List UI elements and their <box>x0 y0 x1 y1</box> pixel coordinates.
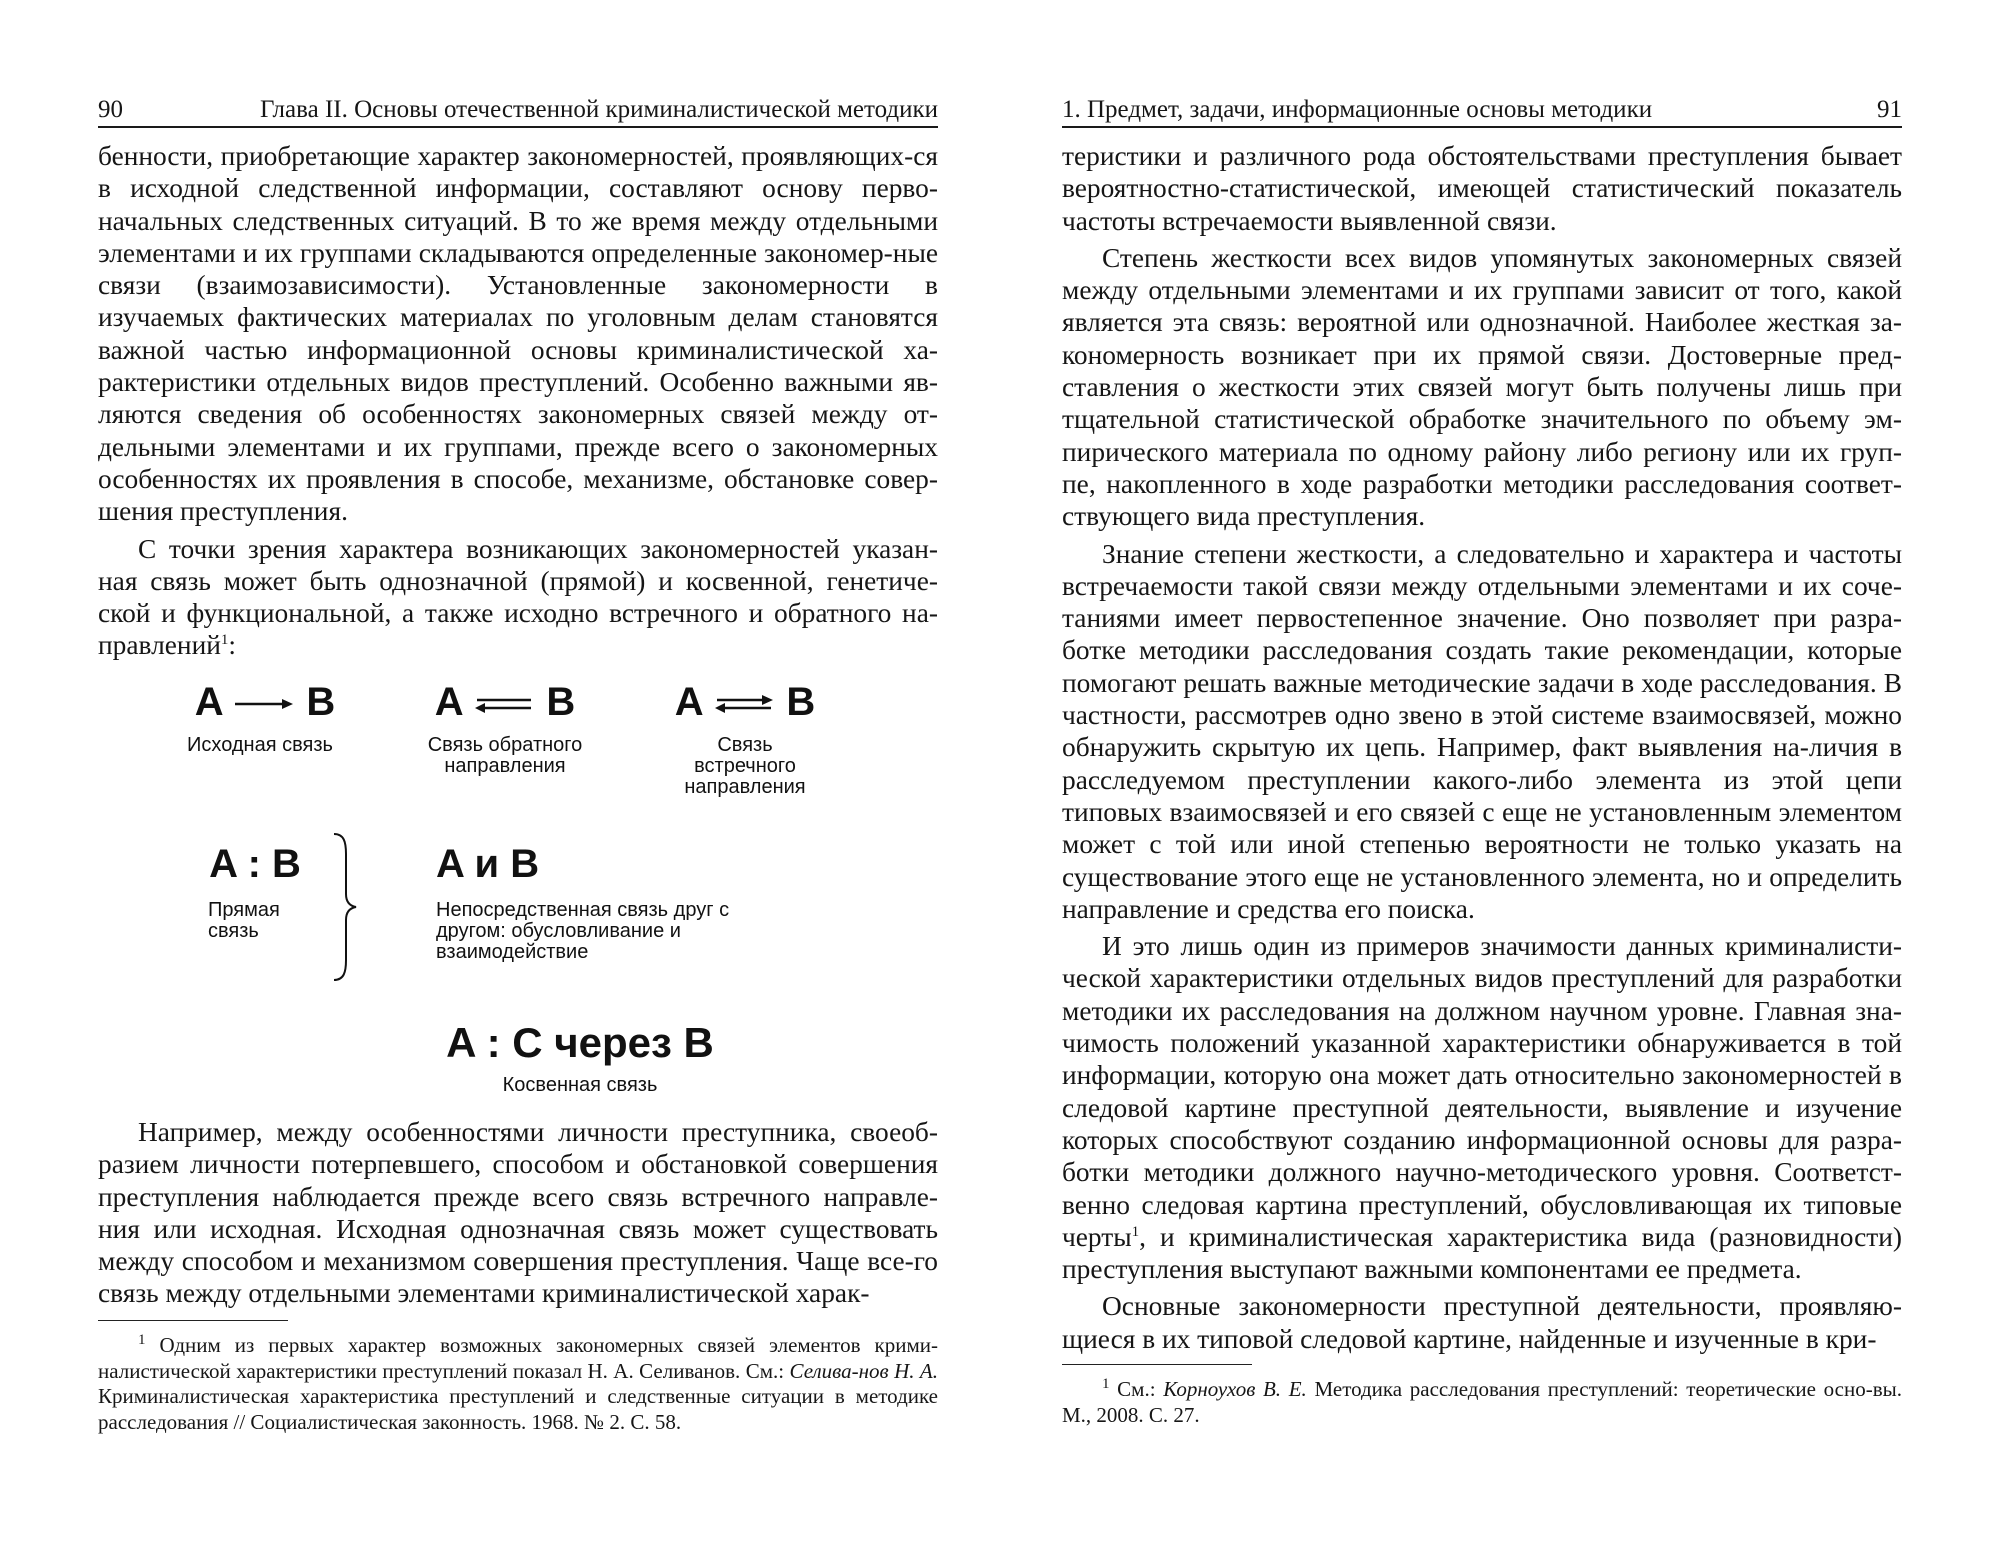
initial-link-caption: Исходная связь <box>187 734 333 756</box>
paragraph-text: И это лишь один из примеров значимости данных криминалисти-ческой характеристики отдельных видов преступлений для разработки методики их расследования на должном научном уровне. Главная зна-чимость положений указанной характеристики обнаруживается в той информации, которую она может дать относительно закономерностей в следовой картине преступной деятельности, выявление и изучение которых способствуют созданию информационной основы для разра-ботки методики должного научно-методического уровня. Соответст-венно следовая картина преступлений, обусловливающая их типовые черты <box>1062 931 1902 1252</box>
initial-link-formula: A B <box>194 680 336 724</box>
page-number-right: 91 <box>1877 96 1902 123</box>
footnote-divider <box>1062 1364 1252 1365</box>
colon: : <box>228 630 237 661</box>
left-body-bottom <box>98 1116 938 1310</box>
direct-link-formula: A : B <box>209 842 301 886</box>
right-brace-icon <box>330 832 360 982</box>
footnote-author: Корноухов В. Е. <box>1163 1377 1307 1401</box>
right-arrow-icon <box>233 694 295 714</box>
running-title-right: 1. Предмет, задачи, информационные основы методики <box>1062 96 1653 123</box>
footnote-number: 1 <box>1102 1376 1110 1392</box>
paragraph: Знание степени жесткости, а следовательно и характера и частоты встречаемости такой связи между отдельными элементами и их соче-таниями имеет первостепенное значение. Оно позволяет при разра-ботке методики расследования создать такие рекомендации, которые помогают решать важные методические задачи в ходе расследования. В частности, рассмотрев одно звено в этой системе взаимосвязей, можно обнаружить скрытую их цепь. Например, факт выявления на-личия в расследуемом преступлении какого-либо элемента из этой цепи типовых взаимосвязей и его связей с еще не установленным элементом может с той или иной степенью вероятности не только указать на существование этого еще не установленного элемента, но и определить направление и средства его поиска. <box>1062 538 1902 924</box>
paragraph: Степень жесткости всех видов упомянутых закономерных связей между отдельными элементами и их группами зависит от того, какой является эта связь: вероятной или однозначной. Наиболее жесткая за-кономерность возникает при их прямой связи. Достоверные пред-ставления о жесткости этих связей могут быть получены лишь при тщательной статистической обработке значительного по объему эм-пирического материала по одному району либо региону или их груп-пе, накопленного в ходе разработки методики расследования соответ-ствующего вида преступления. <box>1062 242 1902 532</box>
footnote-right <box>1062 1377 1902 1428</box>
paragraph-with-footnote <box>1062 930 1902 1285</box>
and-link-formula: A и B <box>436 842 540 886</box>
indirect-link-formula: A : C через B <box>446 1019 714 1066</box>
footnote-divider <box>98 1320 288 1321</box>
footnote-text: См.: <box>1117 1377 1164 1401</box>
footnote-author: Селива-нов Н. А. <box>789 1358 938 1383</box>
reverse-link-node <box>430 680 580 724</box>
right-body <box>1062 140 1902 1355</box>
direct-link-caption: Прямая связь <box>208 899 280 942</box>
right-page <box>1000 0 2000 1555</box>
paragraph-text: , и криминалистическая характеристика вида (разновидности) преступления выступают важными компонентами ее предмета. <box>1062 1221 1902 1285</box>
footnote-ref[interactable]: 1 <box>1131 1223 1140 1240</box>
reverse-link-caption: Связь обратного направления <box>427 734 583 777</box>
reverse-arrows-icon <box>473 692 535 716</box>
paragraph: Основные закономерности преступной деятельности, проявляю-щиеся в их типовой следовой картине, найденные и изученные в кри- <box>1062 1291 1902 1354</box>
footnote-text: Методика расследования преступлений: теоретические осно-вы. М., 2008. С. 27. <box>1062 1377 1902 1427</box>
paragraph: теристики и различного рода обстоятельствами преступления бывает вероятностно-статистической, имеющей статистический показатель частоты встречаемости выявленной связи. <box>1062 141 1902 236</box>
footnote-text: Криминалистическая характеристика преступлений и следственные ситуации в методике расследования // Социалистическая законность. 1968. № 2. С. 58. <box>98 1384 938 1434</box>
running-head-right <box>1062 94 1902 128</box>
running-title-left: Глава II. Основы отечественной криминалистической методики <box>259 96 938 123</box>
reverse-link-formula: A B <box>434 680 576 724</box>
footnote-ref[interactable]: 1 <box>220 632 229 649</box>
paragraph: бенности, приобретающие характер закономерностей, проявляющих-ся в исходной следственной информации, составляют основу перво-начальных следственных ситуаций. В то же время между отдельными элементами и их группами складываются определенные закономер-ные связи (взаимозависимости). Установленные закономерности в изучаемых фактических материалах по уголовным делам становятся важной частью информационной основы криминалистической ха-рактеристики отдельных видов преступлений. Особенно важными яв-ляются сведения об особенностях закономерных связей между от-дельными элементами и их группами, прежде всего о закономерных особенностях их проявления в способе, механизме, обстановке совер-шения преступления. <box>98 141 938 527</box>
counter-arrows-icon <box>713 692 775 716</box>
footnote-number: 1 <box>138 1332 146 1348</box>
counter-link-node <box>670 680 820 724</box>
indirect-link-caption: Косвенная связь <box>502 1074 658 1096</box>
and-link-caption: Непосредственная связь друг с другом: обусловливание и взаимодействие <box>436 899 730 963</box>
footnote-left <box>98 1333 938 1435</box>
paragraph: Например, между особенностями личности преступника, своеоб-разием личности потерпевшего, способом и обстановкой совершения преступления наблюдается прежде всего связь встречного направле-ния или исходная. Исходная однозначная связь может существовать между способом и механизмом совершения преступления. Чаще все-го связь между отдельными элементами криминалистической харак- <box>98 1117 938 1309</box>
relations-diagram <box>0 0 1000 1120</box>
page-number-left: 90 <box>98 96 123 123</box>
counter-link-formula: A B <box>674 680 816 724</box>
paragraph-text: С точки зрения характера возникающих закономерностей указан-ная связь может быть однозначной (прямой) и косвенной, генетиче-ской и функциональной, а также исходно встречного и обратного на-правлений <box>98 533 938 661</box>
footnote-text: Одним из первых характер возможных закономерных связей элементов крими-налистической характеристики преступлений показал Н. А. Селиванов. См.: <box>98 1333 938 1383</box>
counter-link-caption: Связь встречного направления <box>684 734 806 798</box>
initial-link-node <box>190 680 340 724</box>
